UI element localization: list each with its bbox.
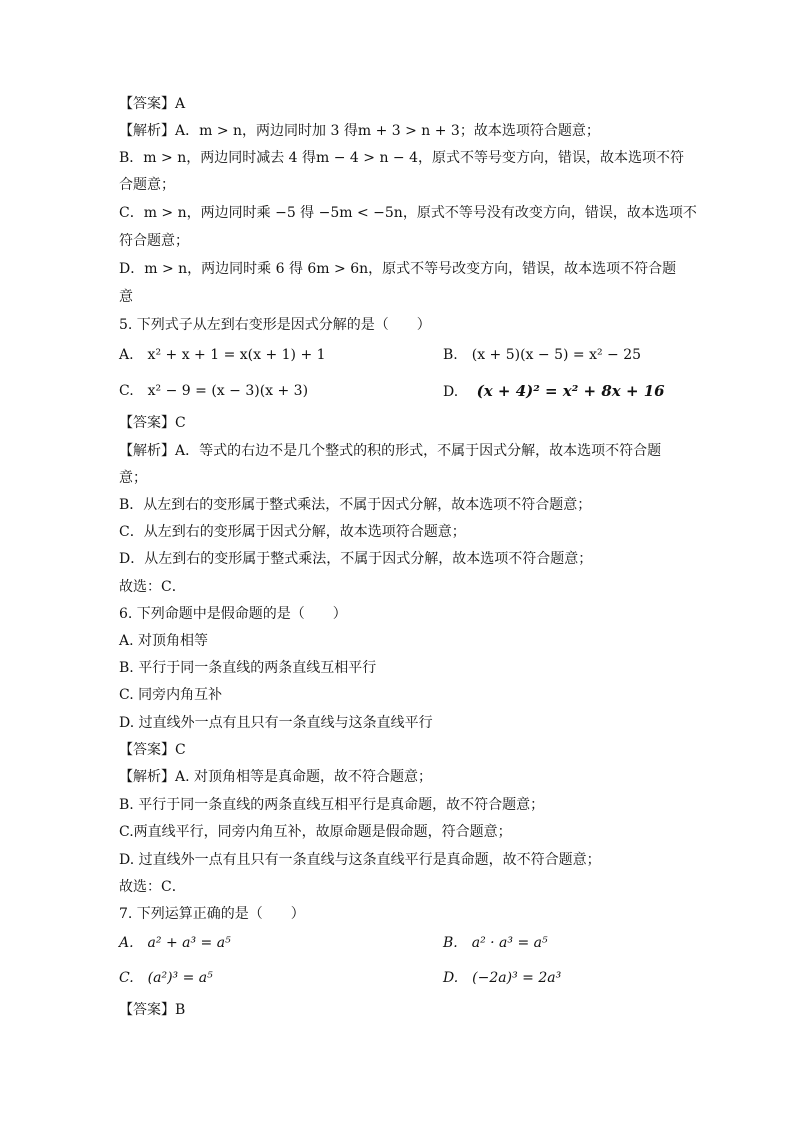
q6-analysis-c: C.两直线平行，同旁内角互补，故原命题是假命题，符合题意； (119, 824, 512, 840)
q5-analysis-b: B．从左到右的变形属于整式乘法，不属于因式分解，故本选项不符合题意； (119, 497, 592, 513)
q6-option-b: B. 平行于同一条直线的两条直线互相平行 (119, 660, 377, 676)
q5-option-d-formula: (x + 4)² = x² + 8x + 16 (476, 382, 665, 400)
q6-stem: 6. 下列命题中是假命题的是（ ） (119, 606, 347, 622)
q4-analysis-a: 【解析】A．m > n，两边同时加 3 得m + 3 > n + 3；故本选项符合题意； (119, 123, 600, 139)
q5-option-d (443, 381, 665, 402)
q4-analysis-c-line1: C．m > n，两边同时乘 −5 得 −5m < −5n，原式不等号没有改变方向，错误，故本选项不 (119, 205, 697, 221)
q4-analysis-b-line1: B．m > n，两边同时减去 4 得m − 4 > n − 4，原式不等号变方向，错误，故本选项不符 (119, 150, 685, 166)
q7-option-a: A. a² + a³ = a⁵ (119, 935, 231, 951)
q6-analysis-b: B. 平行于同一条直线的两条直线互相平行是真命题，故不符合题意； (119, 797, 545, 813)
q6-option-c: C. 同旁内角互补 (119, 687, 223, 703)
q5-stem: 5. 下列式子从左到右变形是因式分解的是（ ） (119, 317, 431, 333)
q5-option-b: B. (x + 5)(x − 5) = x² − 25 (443, 347, 642, 363)
q5-analysis-c: C．从左到右的变形属于因式分解，故本选项符合题意； (119, 524, 466, 540)
q4-analysis-c-line2: 符合题意； (119, 233, 189, 249)
q6-choice: 故选：C． (119, 879, 186, 895)
q5-choice: 故选：C． (119, 579, 186, 595)
q7-option-d: D. (−2a)³ = 2a³ (443, 970, 562, 986)
q4-analysis-d-line1: D．m > n，两边同时乘 6 得 6m > 6n，原式不等号改变方向，错误，故本选项不符合题 (119, 261, 677, 277)
q4-analysis-b-line2: 合题意； (119, 177, 175, 193)
q7-answer: 【答案】B (119, 1002, 186, 1018)
q5-analysis-a-line2: 意； (119, 470, 147, 486)
q4-answer: 【答案】A (119, 96, 186, 112)
q5-answer: 【答案】C (119, 415, 186, 431)
q6-answer: 【答案】C (119, 742, 186, 758)
q7-stem: 7. 下列运算正确的是（ ） (119, 906, 305, 922)
q6-option-a: A. 对顶角相等 (119, 633, 209, 649)
q5-analysis-d: D．从左到右的变形属于整式乘法，不属于因式分解，故本选项不符合题意； (119, 551, 593, 567)
q5-option-c: C. x² − 9 = (x − 3)(x + 3) (119, 383, 309, 399)
q7-option-c: C. (a²)³ = a⁵ (119, 970, 213, 986)
q5-analysis-a-line1: 【解析】A．等式的右边不是几个整式的积的形式，不属于因式分解，故本选项不符合题 (119, 443, 662, 459)
q6-option-d: D. 过直线外一点有且只有一条直线与这条直线平行 (119, 715, 433, 731)
q5-option-a: A. x² + x + 1 = x(x + 1) + 1 (119, 347, 326, 363)
q6-analysis-a: 【解析】A. 对顶角相等是真命题，故不符合题意； (119, 769, 433, 785)
q4-analysis-d-line2: 意 (119, 289, 133, 305)
q5-option-d-label: D. (443, 384, 459, 400)
q7-option-b: B. a² · a³ = a⁵ (443, 935, 548, 951)
q6-analysis-d: D. 过直线外一点有且只有一条直线与这条直线平行是真命题，故不符合题意； (119, 852, 601, 868)
